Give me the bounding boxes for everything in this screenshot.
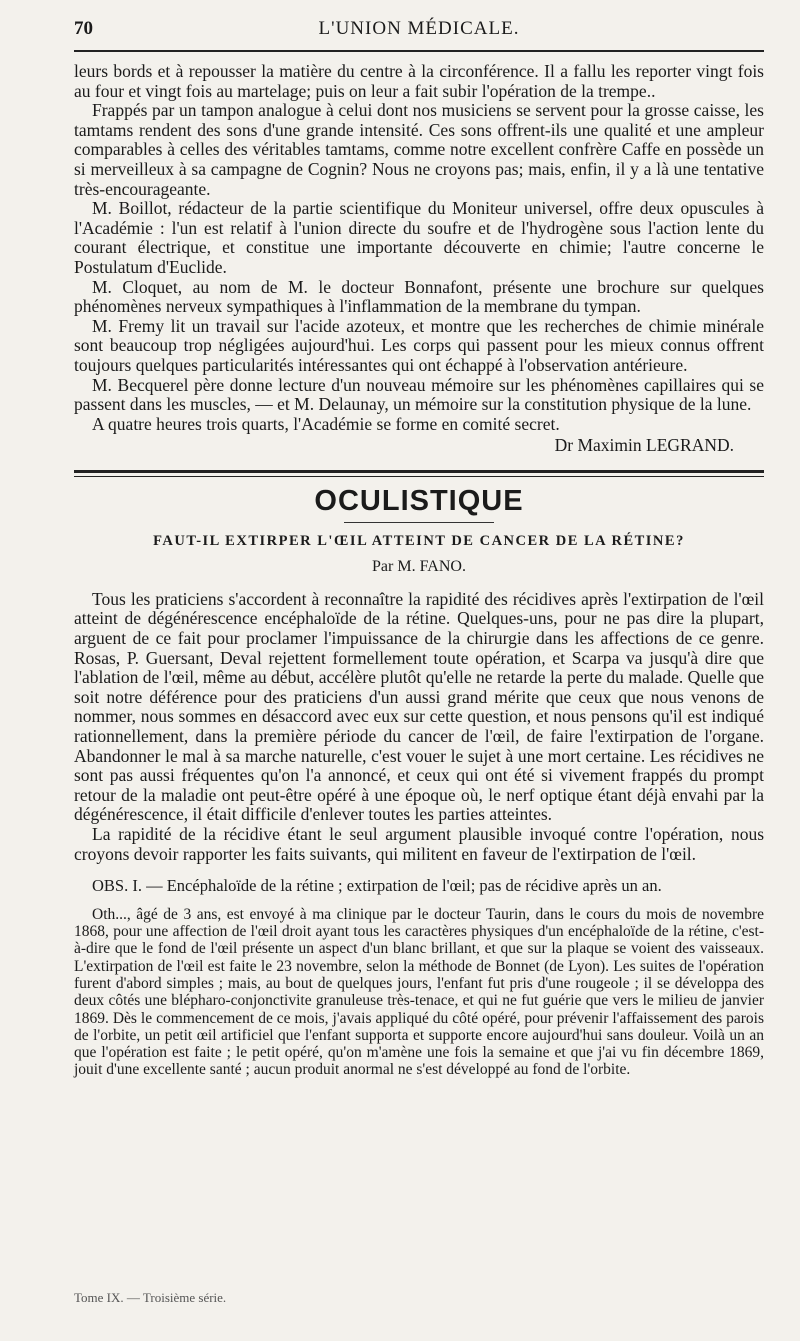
title-rule xyxy=(344,522,494,523)
section-divider xyxy=(74,470,764,477)
observation-text: Oth..., âgé de 3 ans, est envoyé à ma clinique par le docteur Taurin, dans le cours du mois de novembre 1868, pour une affection de l'œil droit ayant tous les caractères physiques d'un encéphaloïde de la rétine, c'est-à-dire que le fond de l'œil présente un aspect d'un blanc brillant, et que sur la plaque se voient des vaisseaux. L'extirpation de l'œil est faite le 23 novembre, selon la méthode de Bonnet (de Lyon). Les suites de l'opération furent d'abord simples ; mais, au bout de quelques jours, l'enfant fut pris d'une rougeole ; il se développa des deux côtés une blépharo-conjonctivite granuleuse très-tenace, et qui ne fut guérie que vers le milieu de janvier 1869. Dès le commencement de ce mois, j'avais appliqué du côté opéré, pour prévenir l'affaissement des parois de l'orbite, un petit œil artificiel que l'enfant supporta et supporte encore aujourd'hui sans douleur. Voilà un an que l'opération est faite ; le petit opéré, qu'on m'amène une fois la semaine et que j'ai vu fin décembre 1869, jouit d'une excellente santé ; aucun produit anormal ne s'est développé au fond de l'orbite. xyxy=(74,905,764,1079)
page xyxy=(74,14,764,1079)
article-title: FAUT-IL EXTIRPER L'ŒIL ATTEINT DE CANCER DE LA RÉTINE? xyxy=(153,532,685,549)
paragraph: Tous les praticiens s'accordent à reconnaître la rapidité des récidives après l'extirpation de l'œil atteint de dégénérescence encéphaloïde de la rétine. Quelques-uns, pour ne pas dire la plupart, arguent de ce fait pour proclamer l'impuissance de la chirurgie dans les affections de ce genre. Rosas, P. Guersant, Deval rejettent formellement toute opération, et Scarpa va jusqu'à dire que l'ablation de l'œil, même au début, accélère plutôt qu'elle ne retarde la perte du malade. Quelle que soit notre déférence pour des praticiens d'un aussi grand mérite que ceux que nous venons de nommer, nous sommes en désaccord avec eux sur cette question, et nous pensons qu'il est indiqué rationnellement, dans la première période du cancer de l'œil, de faire l'extirpation de l'organe. Abandonner le mal à sa marche naturelle, c'est vouer le sujet à une mort certaine. Les récidives ne sont pas aussi fréquentes qu'on l'a annoncé, et ceux qui ont été si vivement frappés du prompt retour de la maladie ont peut-être opéré à une époque où, le nerf optique étant déjà envahi par la dégénérescence, il était difficile d'enlever toutes les parties atteintes. xyxy=(74,588,764,825)
observation-heading: OBS. I. — Encéphaloïde de la rétine ; extirpation de l'œil; pas de récidive après un an. xyxy=(92,876,662,896)
author-signature: Dr Maximin LEGRAND. xyxy=(554,435,734,456)
page-number: 70 xyxy=(74,18,93,39)
paragraph: M. Boillot, rédacteur de la partie scientifique du Moniteur universel, offre deux opuscules à l'Académie : l'un est relatif à l'union directe du soufre et de l'hydrogène sous l'action lente du courant électrique, et constitue une importante découverte en chimie; l'autre concerne le Postulatum d'Euclide. xyxy=(74,198,764,277)
header-rule xyxy=(74,50,764,52)
article-author: Par M. FANO. xyxy=(372,557,466,575)
page-footer: Tome IX. — Troisième série. xyxy=(74,1290,227,1305)
section-title: OCULISTIQUE xyxy=(314,484,524,517)
paragraph: Frappés par un tampon analogue à celui dont nos musiciens se servent pour la grosse caisse, les tamtams rendent des sons d'une grande intensité. Ces sons offrent-ils une qualité et une ampleur comparables à celles des véritables tamtams, comme notre excellent confrère Caffe en possède un si merveilleux à sa campagne de Cognin? Nous ne croyons pas; mais, enfin, il y a là une tentative très-encourageante. xyxy=(74,100,764,199)
paragraph: M. Fremy lit un travail sur l'acide azoteux, et montre que les recherches de chimie minérale sont beaucoup trop négligées aujourd'hui. Les corps qui passent pour les mieux connus offrent toujours quelques particularités intéressantes qui ont échappé à l'observation antérieure. xyxy=(74,315,764,375)
paragraph: M. Cloquet, au nom de M. le docteur Bonnafont, présente une brochure sur quelques phénomènes nerveux sympathiques à l'inflammation de la membrane du tympan. xyxy=(74,276,764,317)
running-head xyxy=(74,14,764,48)
paragraph: A quatre heures trois quarts, l'Académie se forme en comité secret. xyxy=(92,413,560,434)
paragraph: La rapidité de la récidive étant le seul argument plausible invoqué contre l'opération, nous croyons devoir rapporter les faits suivants, qui militent en faveur de l'extirpation de l'œil. xyxy=(74,824,764,864)
journal-title: L'UNION MÉDICALE. xyxy=(318,18,520,39)
paragraph: leurs bords et à repousser la matière du centre à la circonférence. Il a fallu les reporter vingt fois au four et vingt fois au martelage; puis on leur a fait subir l'opération de la trempe.. xyxy=(74,61,764,101)
paragraph: M. Becquerel père donne lecture d'un nouveau mémoire sur les phénomènes capillaires qui se passent dans les muscles, — et M. Delaunay, un mémoire sur la constitution physique de la lune. xyxy=(74,374,764,415)
